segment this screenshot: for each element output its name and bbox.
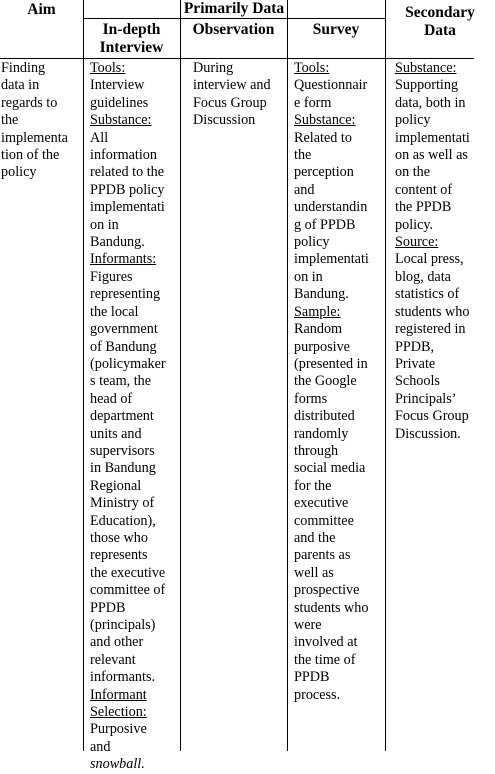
cell-line: PPDB [294,669,330,686]
cell-line: interview and [193,77,271,94]
cell-line: units and [90,425,142,442]
cell-line: policy [1,164,37,181]
cell-line: randomly [294,425,349,442]
cell-line: students who [294,599,369,616]
cell-line: e form [294,94,332,111]
cell-line: s team, the [90,373,152,390]
cell-line: informants. [90,669,156,686]
cell-line: Focus Group [193,94,267,111]
cell-line: content of [395,181,453,198]
cell-line: of Bandung [90,338,157,355]
cell-line: relevant [90,651,136,668]
cell-line: Sample: [294,303,341,320]
cell-line: Random [294,321,343,338]
cell-line: Source: [395,234,439,251]
cell-line: the executive [90,564,166,581]
cell-line: implementati [90,199,165,216]
header-secondary-data [385,4,495,40]
cell-line: and the [294,529,336,546]
cell-line: tion of the [1,147,60,164]
cell-line: on as well as [395,147,468,164]
cell-line: the local [90,303,139,320]
cell-line: Substance: [294,112,356,129]
cell-line: Focus Group [395,408,469,425]
cell-line: data, both in [395,94,466,111]
cell-line: Bandung. [90,234,145,251]
column-divider [287,0,288,751]
cell-line: statistics of [395,286,460,303]
cell-line: policy [294,234,330,251]
cell-line: and [90,738,111,755]
cell-line: government [90,321,158,338]
cell-line: (policymaker [90,355,166,372]
cell-line: Interview [90,77,145,94]
cell-line: Local press, [395,251,464,268]
cell-line: department [90,408,154,425]
cell-line: regards to [1,94,58,111]
cell-line: Finding [1,60,46,76]
cell-line: process. [294,686,341,703]
cell-line: executive [294,495,349,512]
header-line: Interview [99,39,164,56]
header-observation: Observation [192,21,275,38]
header-aim: Aim [27,1,56,18]
cell-line: supervisors [90,442,155,459]
header-subdivider [83,18,385,19]
cell-line: PPDB, [395,338,435,355]
cell-line: social media [294,460,366,477]
cell-line: Supporting [395,77,459,94]
header-line: Data [424,22,456,39]
column-divider [180,0,181,751]
cell-line: and other [90,634,144,651]
cell-line: committee of [90,582,166,599]
cell-line: Education), [90,512,156,529]
cell-line: Principals’ [395,390,457,407]
cell-line: Selection: [90,704,147,721]
header-line: Secondary [405,4,475,21]
cell-line: implementa [1,129,68,146]
column-divider [83,0,84,751]
cell-line: PPDB policy [90,181,165,198]
cell-line: Related to [294,129,352,146]
cell-line: Private [395,355,436,372]
cell-line: for the [294,477,332,494]
header-survey: Survey [312,21,360,38]
cell-line: g of PPDB [294,216,356,233]
cell-line: perception [294,164,354,181]
cell-line: the [1,112,19,129]
cell-line: involved at [294,634,358,651]
cell-line: PPDB [90,599,126,616]
cell-observation [193,60,287,130]
cell-line: Discussion. [395,425,461,442]
cell-line: the Google [294,373,357,390]
cell-line: blog, data [395,268,451,285]
cell-line: understandin [294,199,368,216]
cell-line: Regional [90,477,142,494]
cell-line: on the [395,164,431,181]
cell-line: those who [90,529,148,546]
cell-line: representing [90,286,161,303]
cell-line: forms [294,390,328,407]
header-in-depth-interview [83,21,180,57]
cell-line: Informant [90,686,147,703]
cell-line: All [90,129,109,146]
cell-line: well as [294,564,334,581]
header-divider [0,58,474,59]
cell-line: Substance: [90,112,152,129]
cell-line: distributed [294,408,355,425]
header-primarily-data: Primarily Data [183,0,285,17]
cell-line: in Bandung [90,460,156,477]
cell-line: guidelines [90,94,149,111]
cell-line: committee [294,512,354,529]
cell-line: prospective [294,582,360,599]
cell-line: implementati [395,129,470,146]
cell-survey [294,60,385,704]
cell-line: Questionnair [294,77,368,94]
cell-secondary-data [395,60,474,443]
cell-line: Purposive [90,721,147,738]
cell-line: parents as [294,547,351,564]
cell-line: information [90,147,157,164]
cell-line: Tools: [90,60,126,76]
cell-line: related to the [90,164,165,181]
cell-line: Substance: [395,60,457,76]
cell-line: data in [1,77,40,94]
cell-line: Informants: [90,251,157,268]
header-line: In-depth [102,21,161,38]
cell-line: the PPDB [395,199,452,216]
cell-line: Bandung. [294,286,349,303]
cell-line: registered in [395,321,466,338]
cell-line: policy [395,112,431,129]
cell-line: on in [294,268,323,285]
cell-line: snowball. [90,756,145,773]
cell-line: (principals) [90,617,156,633]
cell-line: Ministry of [90,495,155,512]
cell-line: on in [90,216,119,233]
cell-in-depth-interview [90,60,180,774]
column-divider [385,0,386,751]
cell-line: the [294,147,312,164]
cell-line: Tools: [294,60,330,76]
cell-line: represents [90,547,148,564]
cell-line: Figures [90,268,133,285]
cell-line: students who [395,303,470,320]
cell-line: policy. [395,216,434,233]
cell-line: Schools [395,373,440,390]
cell-line: through [294,442,339,459]
cell-line: head of [90,390,133,407]
cell-line: (presented in [294,355,368,372]
cell-line: During [193,60,234,76]
cell-line: purposive [294,338,350,355]
cell-line: Discussion [193,112,256,129]
cell-line: the time of [294,651,356,668]
cell-aim [1,60,83,182]
cell-line: and [294,181,315,198]
cell-line: implementati [294,251,369,268]
cell-line: were [294,617,322,633]
